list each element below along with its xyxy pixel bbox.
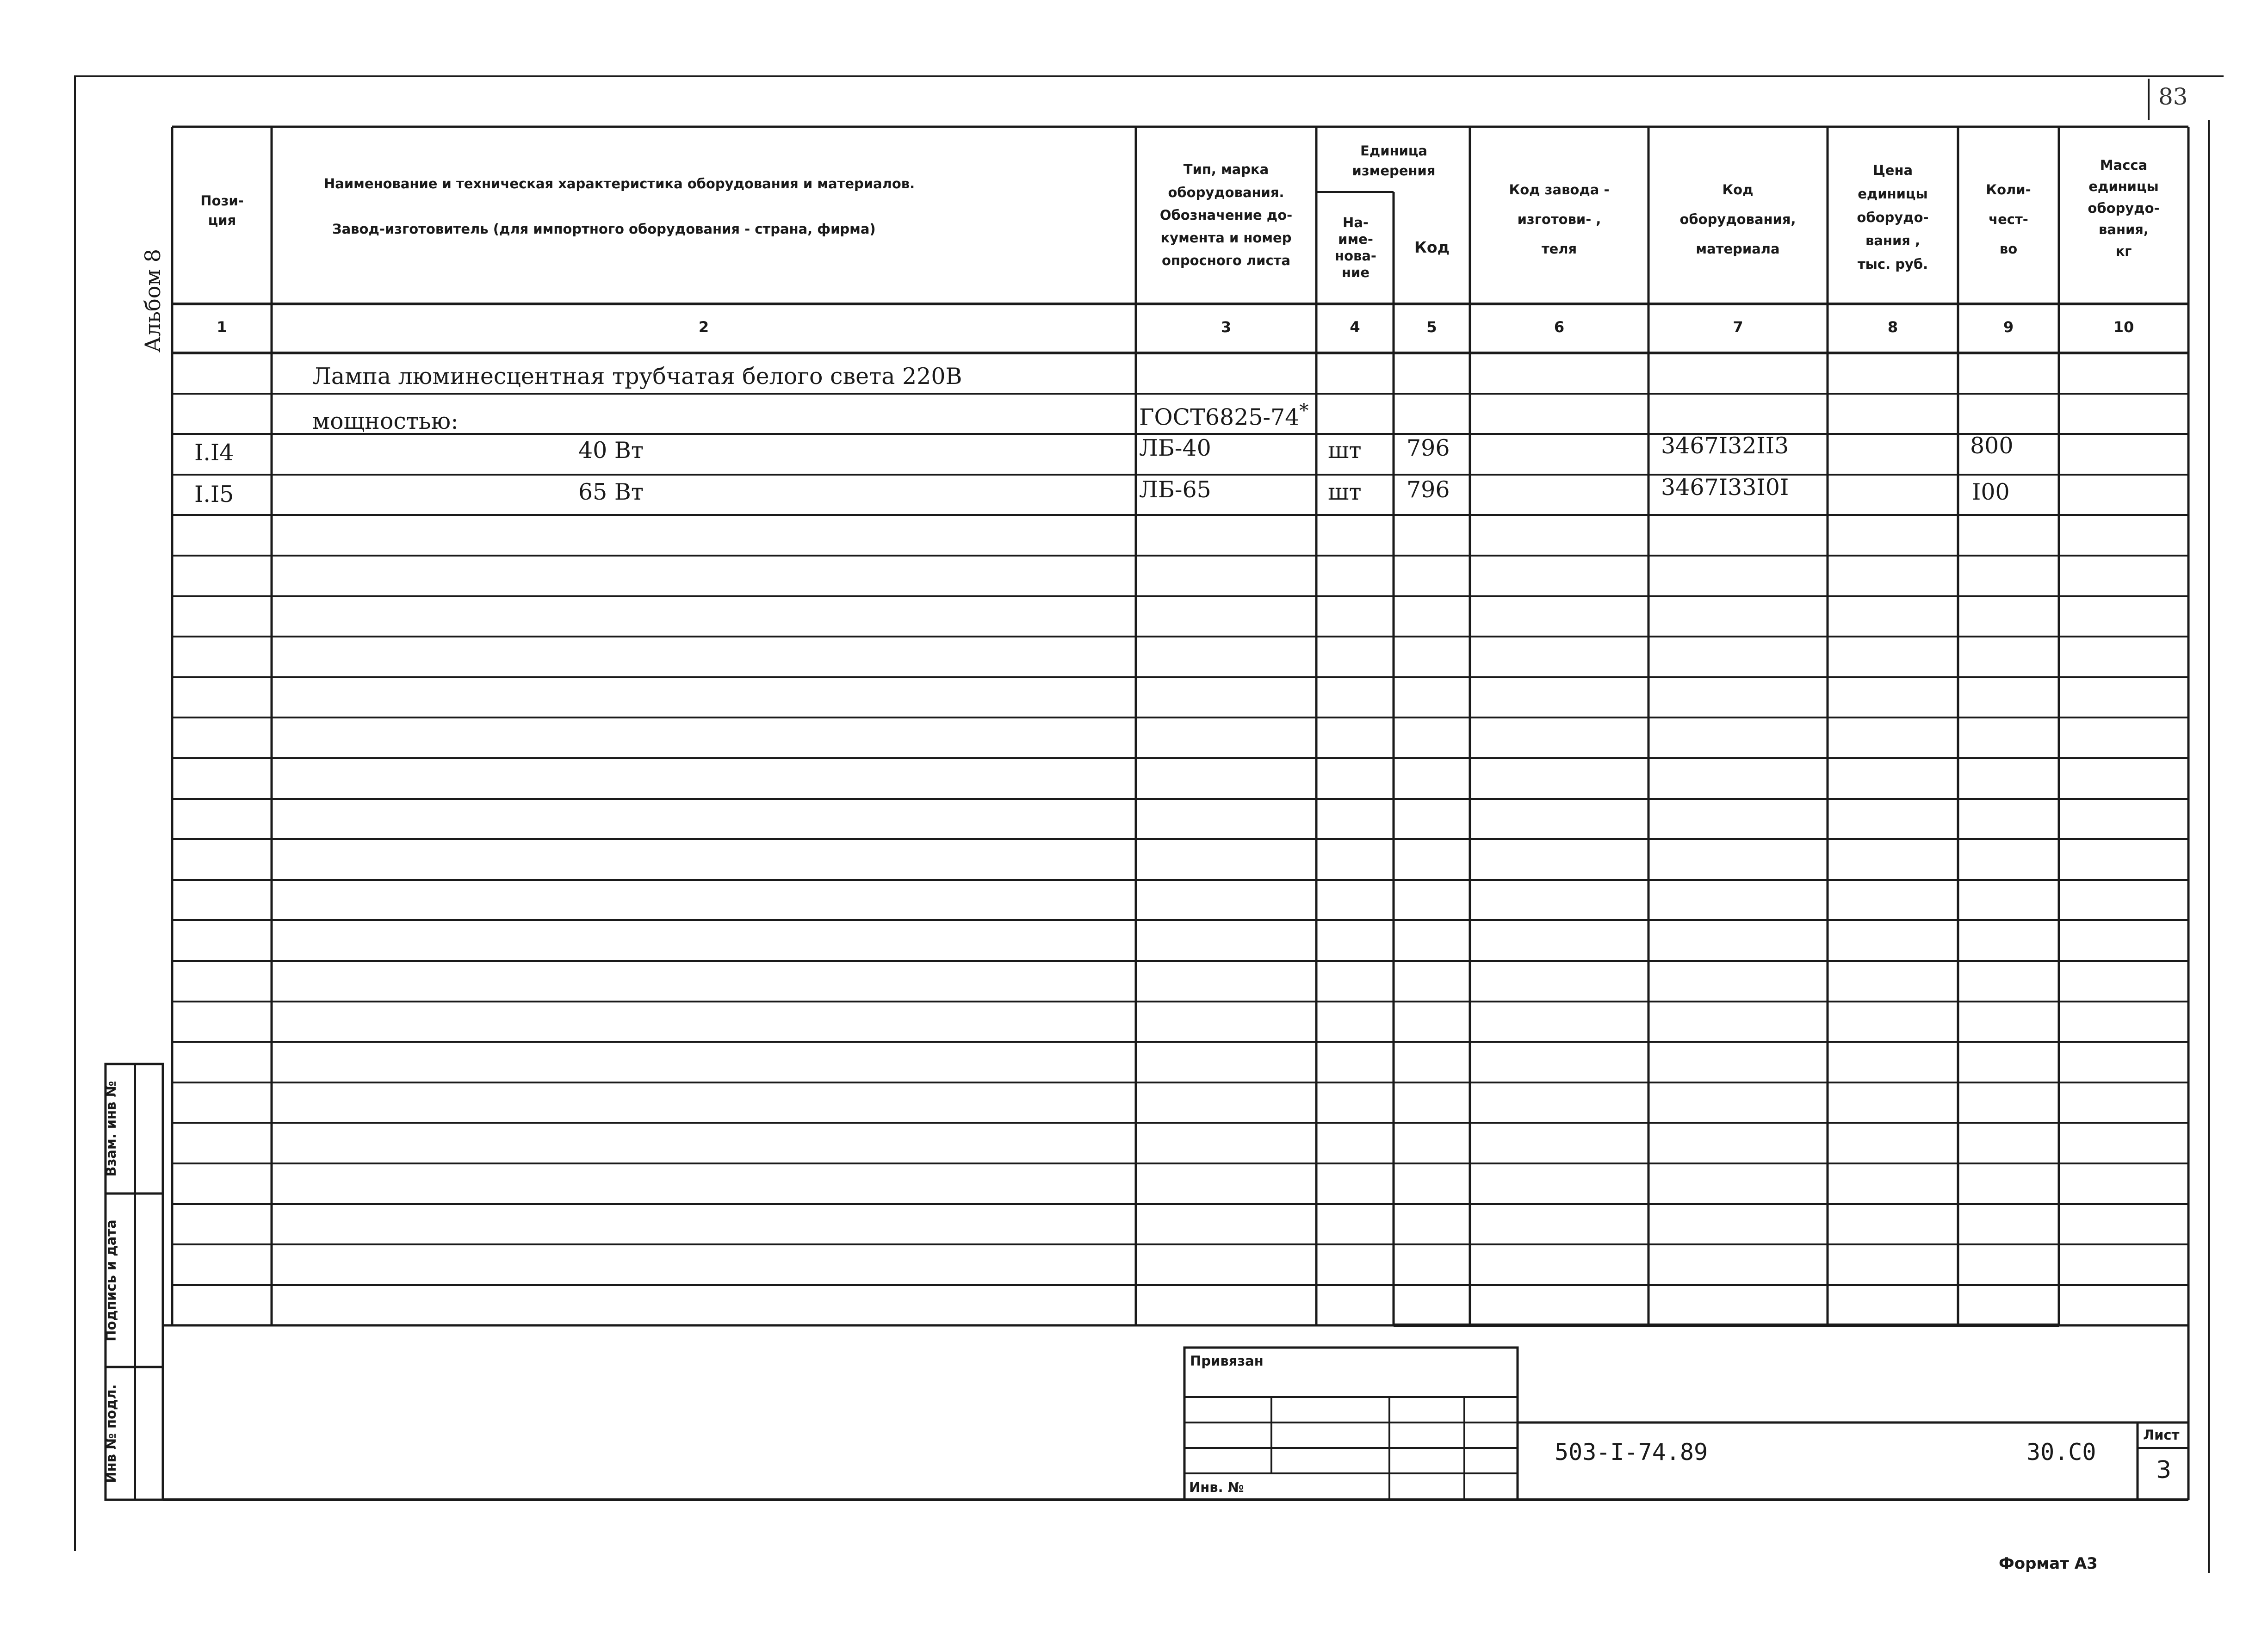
side-stamp-inv: Инв № подл. (103, 1384, 119, 1483)
row1-quantity: 800 (1970, 433, 2014, 459)
header-mass: Масса единицы оборудо- вания, кг (2088, 157, 2160, 259)
standard-text: ГОСТ6825-74 (1139, 404, 1300, 431)
col-number-1: 1 (217, 318, 227, 336)
stamp-privyazan: Привязан (1190, 1353, 1264, 1369)
header-unit-name: На- име- нова- ние (1335, 214, 1376, 281)
document-suffix: 30.C0 (2026, 1439, 2096, 1466)
col-number-6: 6 (1554, 318, 1565, 336)
side-stamp-vzam: Взам. инв № (103, 1081, 119, 1177)
col-number-2: 2 (698, 318, 709, 336)
row2-name: 65 Вт (578, 479, 644, 505)
document-code: 503-I-74.89 (1555, 1439, 1708, 1466)
row2-unit-code: 796 (1407, 476, 1450, 503)
col-number-3: 3 (1221, 318, 1232, 336)
item-description-line1: Лампа люминесцентная трубчатая белого света 220В (312, 363, 962, 390)
header-price: Цена единицы оборудо- вания , тыс. руб. (1857, 162, 1929, 272)
row1-name: 40 Вт (578, 437, 644, 464)
header-plant-code: Код завода - изготови- , теля (1509, 182, 1610, 257)
sheet-number: 3 (2156, 1456, 2172, 1484)
col-number-8: 8 (1887, 318, 1898, 336)
header-quantity: Коли- чест- во (1986, 182, 2031, 257)
col-number-9: 9 (2003, 318, 2014, 336)
format-label: Формат А3 (1999, 1554, 2098, 1573)
row2-unit: шт (1328, 479, 1362, 505)
header-equip-code: Код оборудования, материала (1679, 182, 1796, 257)
row2-type: ЛБ-65 (1139, 476, 1211, 503)
header-name-line2: Завод-изготовитель (для импортного оборудования - страна, фирма) (332, 221, 876, 237)
page-number: 83 (2158, 83, 2188, 110)
album-label: Альбом 8 (140, 248, 165, 353)
header-unit: Единица измерения (1352, 143, 1436, 179)
header-name-line1: Наименование и техническая характеристика оборудования и материалов. (324, 176, 915, 192)
col-number-5: 5 (1426, 318, 1437, 336)
item-description-line2: мощностью: (312, 408, 459, 434)
row1-code: 3467I32II3 (1661, 433, 1789, 459)
standard-designation (1139, 400, 1308, 430)
header-type: Тип, марка оборудования. Обозначение до- кумента и номер опросного листа (1159, 161, 1293, 269)
standard-mark: * (1299, 400, 1309, 421)
row1-type: ЛБ-40 (1139, 435, 1211, 461)
header-unit-code: Код (1414, 238, 1450, 257)
row2-position: I.I5 (194, 481, 234, 507)
row2-code: 3467I33I0I (1661, 474, 1789, 501)
sheet-label: Лист (2143, 1427, 2180, 1443)
row1-position: I.I4 (194, 439, 234, 466)
col-number-10: 10 (2113, 318, 2134, 336)
col-number-7: 7 (1733, 318, 1743, 336)
side-stamp-signature: Подпись и дата (103, 1219, 119, 1342)
col-number-4: 4 (1350, 318, 1360, 336)
row2-quantity: I00 (1972, 479, 2010, 505)
row1-unit-code: 796 (1407, 435, 1450, 461)
row1-unit: шт (1328, 437, 1362, 464)
stamp-inv-no: Инв. № (1189, 1479, 1244, 1495)
header-position: Пози- ция (200, 192, 244, 228)
